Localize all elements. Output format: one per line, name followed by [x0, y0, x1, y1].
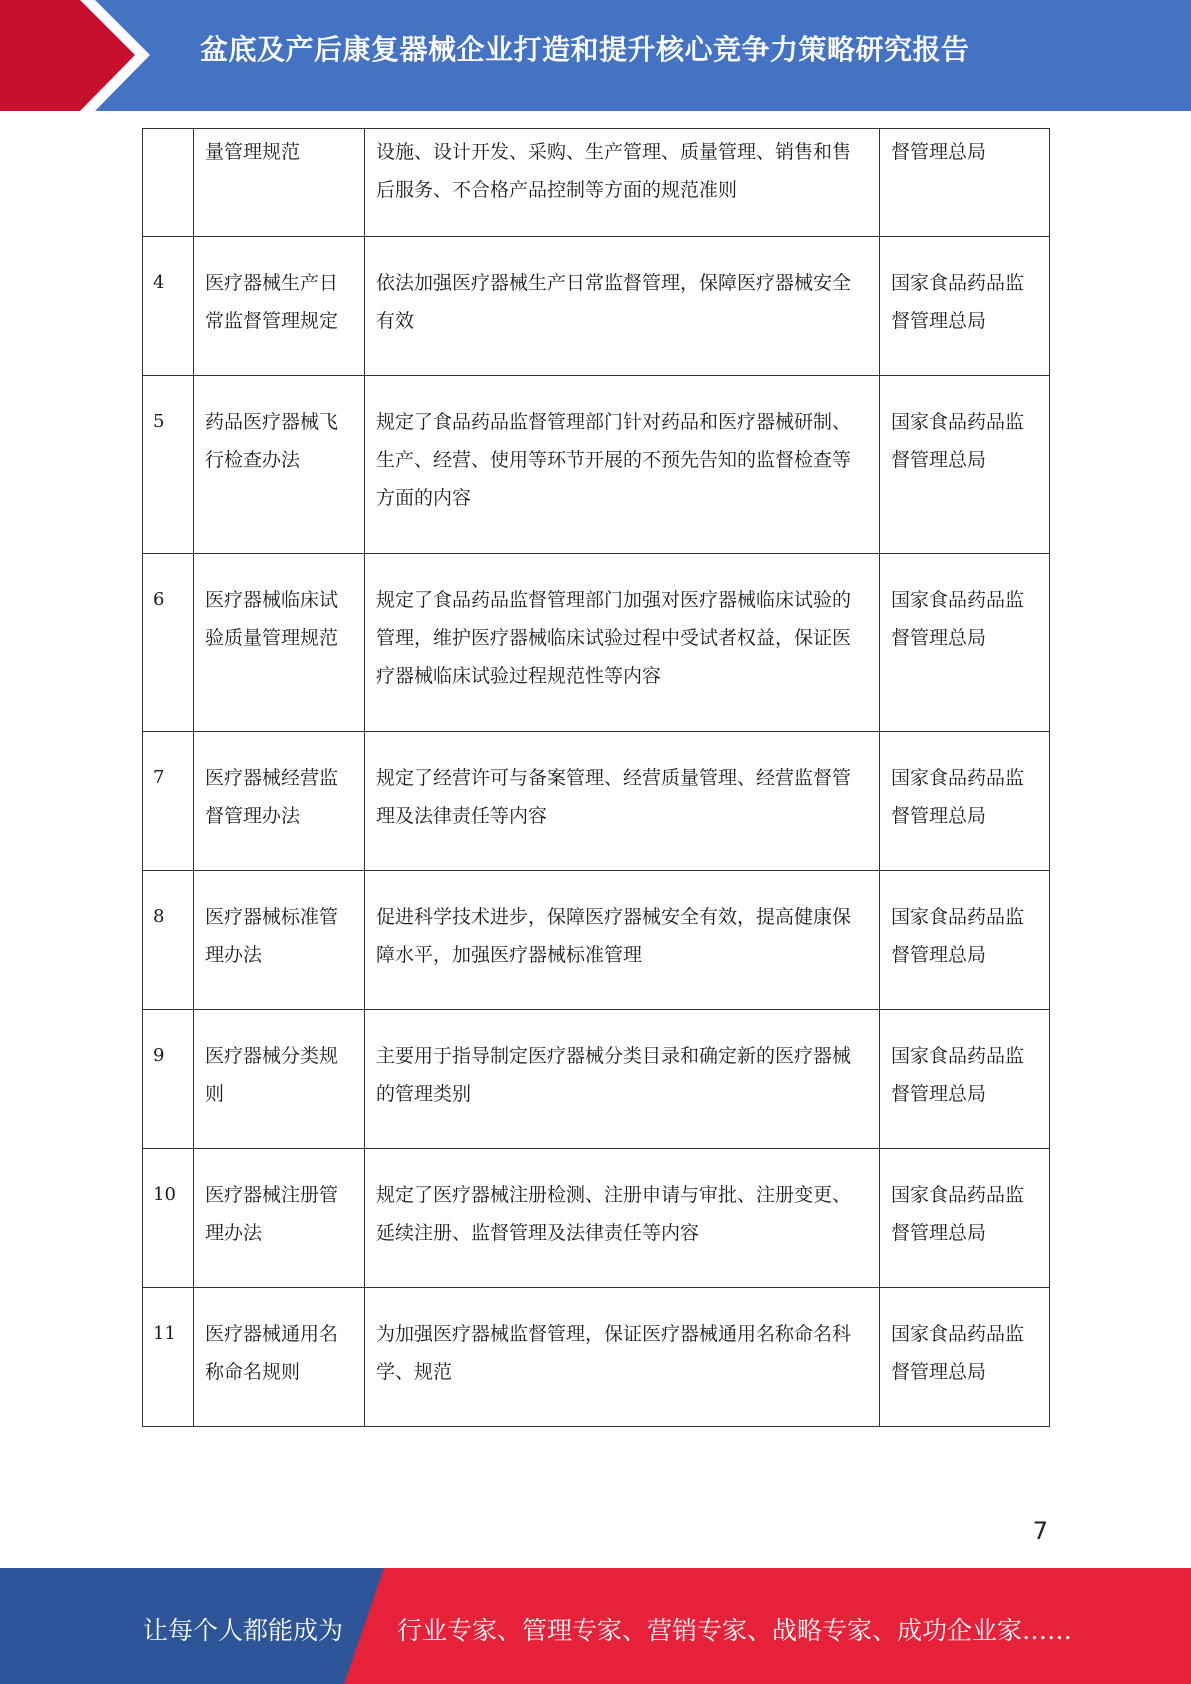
issuing-authority: 国家食品药品监督管理总局	[880, 237, 1050, 376]
issuing-authority: 国家食品药品监督管理总局	[880, 554, 1050, 732]
regulation-name: 医疗器械通用名称命名规则	[194, 1288, 365, 1427]
table-row	[143, 1149, 1050, 1288]
row-number: 6	[143, 554, 194, 732]
row-number	[143, 129, 194, 237]
table-row	[143, 237, 1050, 376]
issuing-authority: 国家食品药品监督管理总局	[880, 1010, 1050, 1149]
regulation-name: 药品医疗器械飞行检查办法	[194, 376, 365, 554]
row-number: 5	[143, 376, 194, 554]
regulation-description: 主要用于指导制定医疗器械分类目录和确定新的医疗器械的管理类别	[365, 1010, 880, 1149]
regulation-name: 医疗器械分类规则	[194, 1010, 365, 1149]
table-row	[143, 129, 1050, 237]
regulation-name: 医疗器械生产日常监督管理规定	[194, 237, 365, 376]
footer-banner	[0, 1568, 1191, 1684]
issuing-authority: 督管理总局	[880, 129, 1050, 237]
row-number: 4	[143, 237, 194, 376]
footer-slogan-lead: 让每个人都能成为	[143, 1616, 344, 1645]
regulation-description: 规定了食品药品监督管理部门针对药品和医疗器械研制、生产、经营、使用等环节开展的不预先告知的监督检查等方面的内容	[365, 376, 880, 554]
regulation-table	[142, 128, 1050, 1427]
header-banner	[0, 0, 1191, 111]
report-title: 盆底及产后康复器械企业打造和提升核心竞争力策略研究报告	[200, 33, 970, 66]
issuing-authority: 国家食品药品监督管理总局	[880, 732, 1050, 871]
footer-slogan-roles: 行业专家、管理专家、营销专家、战略专家、成功企业家……	[397, 1616, 1073, 1645]
regulation-description: 设施、设计开发、采购、生产管理、质量管理、销售和售后服务、不合格产品控制等方面的规范准则	[365, 129, 880, 237]
regulation-description: 规定了食品药品监督管理部门加强对医疗器械临床试验的管理，维护医疗器械临床试验过程中受试者权益，保证医疗器械临床试验过程规范性等内容	[365, 554, 880, 732]
issuing-authority: 国家食品药品监督管理总局	[880, 1288, 1050, 1427]
regulation-description: 促进科学技术进步，保障医疗器械安全有效，提高健康保障水平，加强医疗器械标准管理	[365, 871, 880, 1010]
table-row	[143, 732, 1050, 871]
regulation-name: 医疗器械临床试验质量管理规范	[194, 554, 365, 732]
regulation-name: 医疗器械注册管理办法	[194, 1149, 365, 1288]
table-row	[143, 1288, 1050, 1427]
issuing-authority: 国家食品药品监督管理总局	[880, 871, 1050, 1010]
regulation-description: 规定了经营许可与备案管理、经营质量管理、经营监督管理及法律责任等内容	[365, 732, 880, 871]
regulation-name: 医疗器械经营监督管理办法	[194, 732, 365, 871]
regulation-name: 医疗器械标准管理办法	[194, 871, 365, 1010]
table-row	[143, 1010, 1050, 1149]
regulation-description: 规定了医疗器械注册检测、注册申请与审批、注册变更、延续注册、监督管理及法律责任等内容	[365, 1149, 880, 1288]
table-row	[143, 554, 1050, 732]
row-number: 11	[143, 1288, 194, 1427]
issuing-authority: 国家食品药品监督管理总局	[880, 376, 1050, 554]
regulation-name: 量管理规范	[194, 129, 365, 237]
table-row	[143, 871, 1050, 1010]
page-number: 7	[1032, 1517, 1048, 1545]
row-number: 8	[143, 871, 194, 1010]
regulation-description: 依法加强医疗器械生产日常监督管理，保障医疗器械安全有效	[365, 237, 880, 376]
table-row	[143, 376, 1050, 554]
issuing-authority: 国家食品药品监督管理总局	[880, 1149, 1050, 1288]
row-number: 9	[143, 1010, 194, 1149]
row-number: 10	[143, 1149, 194, 1288]
row-number: 7	[143, 732, 194, 871]
regulation-description: 为加强医疗器械监督管理，保证医疗器械通用名称命名科学、规范	[365, 1288, 880, 1427]
